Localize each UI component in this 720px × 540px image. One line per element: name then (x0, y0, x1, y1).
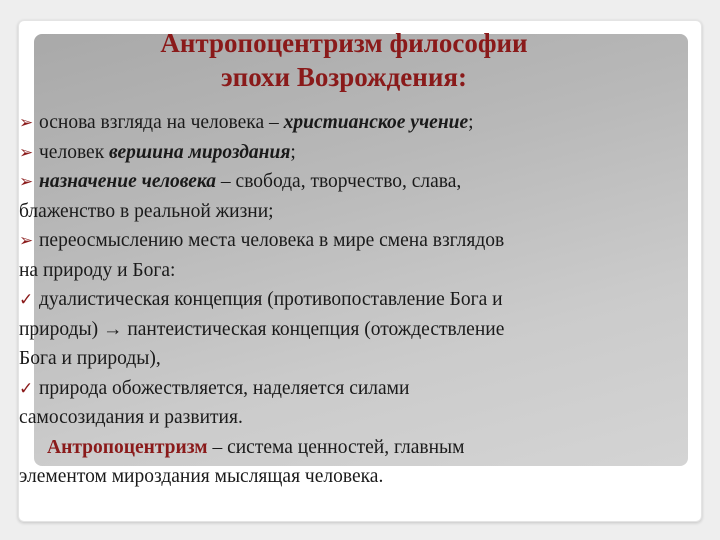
check-item-2: ✓ природа обожествляется, наделяется силами (19, 374, 669, 404)
slide-content (19, 26, 669, 520)
title-line-1: Антропоцентризм философии (160, 28, 528, 58)
bullet-item-3-continuation: блаженство в реальной жизни; (19, 200, 274, 222)
bullet-item-4-continuation: на природу и Бога: (19, 259, 176, 281)
conclusion-line-2: элементом мироздания мыслящая человека. (19, 466, 384, 487)
check-item-2-line-2: самосозидания и развития. (19, 407, 243, 428)
check-item-1-line-2: природы) → пантеистическая концепция (отождествление (19, 318, 505, 340)
check-icon: ✓ (19, 290, 34, 309)
emphasis-text: христианское учение (283, 112, 469, 133)
title-line-2: эпохи Возрождения: (221, 62, 467, 92)
arrow-bullet-icon: ➢ (19, 172, 34, 191)
arrow-bullet-icon: ➢ (19, 113, 34, 132)
bullet-item-1: ➢ основа взгляда на человека – христианское учение; (19, 108, 669, 138)
arrow-bullet-icon: ➢ (19, 231, 34, 250)
arrow-bullet-icon: ➢ (19, 142, 34, 162)
check-item-1-line-3: Бога и природы), (19, 348, 161, 369)
slide-body (19, 108, 669, 492)
bullet-item-3: ➢ назначение человека – свобода, творчество, слава, (19, 167, 669, 197)
check-icon: ✓ (19, 378, 34, 398)
slide-title (19, 26, 669, 94)
bullet-item-4: ➢ переосмыслению места человека в мире смена взглядов (19, 226, 669, 256)
emphasis-text: вершина мироздания (109, 141, 291, 163)
bullet-item-2: ➢ человек вершина мироздания; (19, 138, 669, 168)
emphasis-text: назначение человека (39, 171, 217, 192)
conclusion: Антропоцентризм – система ценностей, главным (47, 436, 465, 458)
check-item-1: ✓ дуалистическая концепция (противопоставление Бога и (19, 285, 669, 315)
conclusion-term: Антропоцентризм (47, 436, 208, 458)
